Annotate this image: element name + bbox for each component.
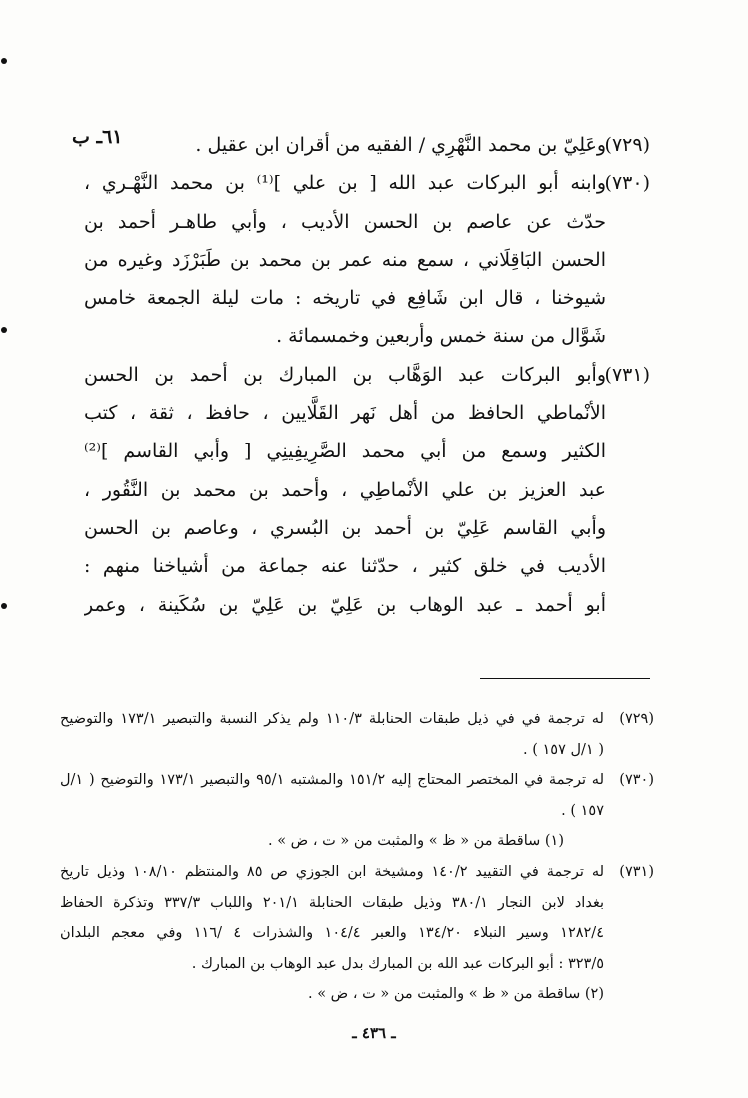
entry-729: [84, 126, 650, 164]
text-line: عبد العزيز بن علي الأنْماطِي ، وأحمد بن محمد بن النَّقُور ،: [84, 478, 606, 501]
entry-number: (٧٣١): [604, 363, 650, 386]
main-text: [84, 126, 650, 624]
text-line: حدّث عن عاصم بن الحسن الأديب ، وأبي طاهـر أحمد بن: [84, 210, 606, 233]
footnote-line: ٣٢٣/٥ : أبو البركات عبد الله بن المبارك بدل عبد الوهاب بن المبارك .: [191, 955, 604, 972]
footnote-line: له ترجمة في المختصر المحتاج إليه ١٥١/٢ والمشتبه ٩٥/١ والتبصير ١٧٣/١ والتوضيح ( ١/ل: [60, 772, 604, 789]
footnote-line: ١٥٧ ) .: [561, 802, 604, 819]
footnote-line: له ترجمة في في ذيل طبقات الحنابلة ١١٠/٣ ولم يذكر النسبة والتبصير ١٧٣/١ والتوضيح: [60, 711, 604, 727]
footnote-separator: [480, 678, 650, 679]
footnote-number: (٧٣٠): [619, 772, 654, 789]
footnote-line: ١٢٨٢/٤ وسير النبلاء ١٣٤/٢٠ والعبر ١٠٤/٤ والشذرات ٤ /١١٦ وفي معجم البلدان: [60, 925, 604, 942]
text-line: الأديب في خلق كثير ، حدّثنا عنه جماعة من أشياخنا منهم :: [84, 555, 606, 578]
margin-dot-middle: [1, 327, 7, 333]
text-line: شَوَّال من سنة خمس وأربعين وخمسمائة .: [276, 325, 606, 348]
entry-730: [84, 164, 650, 355]
text-line: الحسن البَاقِلَاني ، سمع منه عمر بن محمد بن طَبَرْزَد وغيره من: [84, 248, 606, 271]
text-line: وأبو البركات عبد الوَهَّاب بن المبارك بن أحمد بن الحسن: [84, 363, 606, 386]
footnote-line: بغداد لابن النجار ٣٨٠/١ وذيل طبقات الحنابلة ٢٠١/١ واللباب ٣٣٧/٣ وتذكرة الحفاظ: [60, 894, 604, 911]
entry-number: (٧٣٠): [604, 172, 650, 195]
footnotes: [60, 704, 654, 1010]
footnote-730: [60, 765, 654, 857]
entry-number: (٧٢٩): [604, 134, 650, 156]
footnote-line: له ترجمة في التقييد ١٤٠/٢ ومشيخة ابن الجوزي ص ٨٥ والمنتظم ١٠٨/١٠ وذيل تاريخ: [60, 863, 604, 880]
footnote-number: (٧٣١): [619, 863, 654, 880]
page-number: ـ ٤٣٦ ـ: [352, 1024, 396, 1042]
text-line: وعَلِيّ بن محمد النَّهْرِي / الفقيه من أقران ابن عقيل .: [195, 134, 606, 156]
footnote-731: [60, 857, 654, 1010]
text-line: شيوخنا ، قال ابن شَافِع في تاريخه : مات ليلة الجمعة خامس: [84, 287, 606, 310]
sub-footnote-1: (١) ساقطة من « ظ » والمثبت من « ت ، ض » .: [267, 833, 564, 850]
text-line: الكثير وسمع من أبي محمد الصَّرِيفِينِي [ وأبي القاسم ]⁽²⁾: [84, 440, 606, 463]
entry-731: [84, 356, 650, 624]
text-line: الأنْماطي الحافظ من أهل نَهر القَلَّايين ، حافظ ، ثقة ، كتب: [84, 402, 606, 425]
margin-dot-top: [1, 58, 7, 64]
sub-footnote-2: (٢) ساقطة من « ظ » والمثبت من « ت ، ض » .: [307, 986, 604, 1003]
footnote-line: ( ١/ل ١٥٧ ) .: [523, 741, 604, 758]
text-line: أبو أحمد ـ عبد الوهاب بن عَلِيّ بن عَلِيّ بن سُكَينة ، وعمر: [84, 593, 606, 616]
margin-dot-bottom: [1, 603, 7, 609]
folio-marker: ٦١ـ ب: [72, 126, 123, 148]
footnote-729: [60, 704, 654, 765]
text-line: وأبي القاسم عَلِيّ بن أحمد بن البُسري ، وعاصم بن الحسن: [84, 516, 606, 539]
text-line: وابنه أبو البركات عبد الله [ بن علي ]⁽¹⁾ بن محمد النَّهْـري ،: [84, 172, 606, 195]
footnote-number: (٧٢٩): [619, 711, 654, 727]
